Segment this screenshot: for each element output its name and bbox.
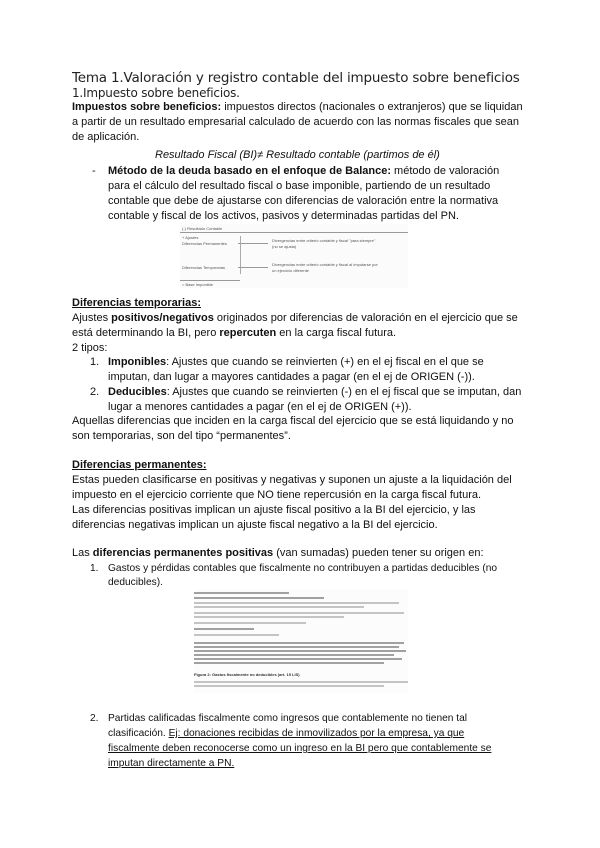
fig1-row1d: (no se ajusta) bbox=[272, 244, 297, 249]
fig1-arrow-2 bbox=[238, 267, 268, 268]
temp-l2a: está determinando la BI, pero bbox=[72, 327, 220, 339]
permanentes-line-3: Las diferencias positivas implican un ajuste fiscal positivo a la BI del ejercicio, y las bbox=[72, 504, 476, 516]
permanentes-line-2: impuesto en el ejercicio corriente que NO tiene repercusión en la carga fiscal futura. bbox=[72, 489, 482, 501]
temp-l2c: en la carga fiscal futura. bbox=[276, 327, 397, 339]
intro-line-2: a partir de un resultado empresarial calculado de acuerdo con las normas fiscales que sean bbox=[72, 116, 519, 128]
permanentes-line-1: Estas pueden clasificarse en positivas y negativas y suponen un ajuste a la liquidación del bbox=[72, 474, 512, 486]
tipo-1-text: : Ajustes que cuando se reinvierten (+) en el ej fiscal en el que se bbox=[166, 356, 484, 368]
fig2-line bbox=[194, 650, 406, 652]
perm-item-1-line-1: Gastos y pérdidas contables que fiscalmente no contribuyen a partidas deducibles (no bbox=[108, 563, 498, 574]
tipo-1-num: 1. bbox=[90, 356, 100, 368]
temp-l1c: originados por diferencias de valoración en el ejercicio que se bbox=[213, 312, 518, 324]
fig1-row2b: Divergencias entre criterio contable y fiscal al imputarse por bbox=[272, 262, 378, 267]
fig2-line bbox=[194, 646, 399, 648]
permanentes-line-4: diferencias negativas implican un ajuste fiscal negativo a la BI del ejercicio. bbox=[72, 519, 438, 531]
temporarias-line-2 bbox=[72, 326, 396, 341]
fig1-row1c: Divergencias entre criterio contable y fiscal "para siempre" bbox=[272, 238, 376, 243]
tipos-label: 2 tipos: bbox=[72, 342, 108, 354]
temp-l1b: positivos/negativos bbox=[111, 312, 214, 324]
temp-l1a: Ajustes bbox=[72, 312, 112, 324]
fig1-head: (-) Resultado Contable bbox=[182, 226, 223, 231]
fig1-arrow-1 bbox=[238, 243, 268, 244]
perm-intro-b: diferencias permanentes positivas bbox=[92, 547, 274, 559]
tipo-1-term: Imponibles bbox=[108, 356, 167, 368]
tipo-2-line-1 bbox=[108, 385, 521, 400]
perm-item-1-line-2: deducibles). bbox=[108, 577, 163, 588]
perm-item-2-l2a: clasificación. bbox=[108, 728, 169, 739]
permanentes-heading: Diferencias permanentes: bbox=[72, 459, 207, 471]
perm-intro-c: (van sumadas) pueden tener su origen en: bbox=[273, 547, 484, 559]
metodo-line-3: contable que debe de ajustarse con diferencias de valoración entre la normativa bbox=[108, 195, 499, 207]
temp-l2b: repercuten bbox=[219, 327, 277, 339]
perm-item-2-line-4: imputan directamente a PN. bbox=[108, 758, 235, 769]
tipo-2-num: 2. bbox=[90, 386, 100, 398]
fig1-row1b: Diferencias Permanentes bbox=[182, 241, 227, 246]
fig1-rule-top bbox=[180, 232, 408, 233]
fig2-line bbox=[194, 612, 404, 614]
fig1-row2c: un ejercicio diferente bbox=[272, 268, 309, 273]
perm-item-2-line-1: Partidas calificadas fiscalmente como ingresos que contablemente no tienen tal bbox=[108, 713, 468, 724]
section-subtitle: 1.Impuesto sobre beneficios. bbox=[72, 86, 240, 100]
perm-item-2-num: 2. bbox=[90, 713, 99, 724]
perm-item-2-line-2 bbox=[108, 726, 464, 741]
temporarias-tail-1: Aquellas diferencias que inciden en la carga fiscal del ejercicio que se está liquidando y no bbox=[72, 415, 514, 427]
perm-item-2-line-3: fiscalmente deben reconocerse como un ingreso en la BI pero que contablemente se bbox=[108, 743, 492, 754]
temporarias-heading: Diferencias temporarias: bbox=[72, 297, 201, 309]
formula: Resultado Fiscal (BI)≠ Resultado contable (partimos de él) bbox=[155, 149, 440, 161]
tipo-2-line-2: lugar a menores cantidades a pagar (en el ej de ORIGEN (+)). bbox=[108, 401, 412, 413]
metodo-line-1 bbox=[108, 164, 499, 179]
temporarias-line-1 bbox=[72, 311, 518, 326]
page-title: Tema 1.Valoración y registro contable del impuesto sobre beneficios bbox=[72, 70, 520, 86]
intro-line-3: de aplicación. bbox=[72, 131, 140, 143]
metodo-line-2: para el cálculo del resultado fiscal o base imponible, partiendo de un resultado bbox=[108, 180, 491, 192]
fig2-line bbox=[194, 634, 279, 636]
figure-resultado-contable bbox=[180, 224, 408, 288]
tipo-1-line-2: imputan, dan lugar a mayores cantidades a pagar (en el ej de ORIGEN (-)). bbox=[108, 371, 475, 383]
fig2-line bbox=[194, 658, 402, 660]
fig2-line bbox=[194, 597, 324, 599]
fig2-caption: Figura 2: Gastos fiscalmente no deducibles (art. 15 LIS) bbox=[194, 672, 300, 677]
intro-text-1: impuestos directos (nacionales o extranjeros) que se liquidan bbox=[221, 101, 523, 113]
fig2-line bbox=[194, 616, 344, 618]
tipo-2-term: Deducibles bbox=[108, 386, 167, 398]
metodo-term: Método de la deuda basado en el enfoque de Balance: bbox=[108, 165, 391, 177]
fig2-line bbox=[194, 628, 254, 630]
metodo-line-4: contable y fiscal de los activos, pasivos y determinadas partidas del PN. bbox=[108, 210, 459, 222]
perm-item-1-num: 1. bbox=[90, 563, 99, 574]
metodo-text-1: método de valoración bbox=[391, 165, 500, 177]
fig2-line bbox=[194, 681, 408, 683]
tipo-1-line-1 bbox=[108, 355, 484, 370]
fig2-line bbox=[194, 654, 394, 656]
perm-item-2-example: Ej: donaciones recibidas de inmovilizados por la empresa, ya que bbox=[168, 728, 465, 739]
fig2-line bbox=[194, 622, 306, 624]
fig2-line bbox=[194, 606, 364, 608]
intro-line-1 bbox=[72, 100, 523, 115]
fig1-bracket bbox=[240, 236, 241, 274]
figure-gastos-no-deducibles bbox=[194, 590, 408, 693]
permanentes-intro bbox=[72, 546, 484, 561]
fig1-row2a: Diferencias Temporarias bbox=[182, 265, 226, 270]
fig2-line bbox=[194, 592, 289, 594]
fig2-line bbox=[194, 662, 384, 664]
perm-intro-a: Las bbox=[72, 547, 93, 559]
temporarias-tail-2: son temporarias, son del tipo “permanentes”. bbox=[72, 430, 291, 442]
fig1-foot: = Base Imponible bbox=[182, 282, 214, 287]
fig1-rule-bottom bbox=[180, 280, 240, 281]
fig2-line bbox=[194, 602, 399, 604]
tipo-2-text: : Ajustes que cuando se reinvierten (-) en el ej fiscal que se imputan, dan bbox=[166, 386, 522, 398]
fig2-line bbox=[194, 642, 404, 644]
intro-term: Impuestos sobre beneficios: bbox=[72, 101, 222, 113]
fig2-line bbox=[194, 685, 384, 687]
fig1-row1a: + Ajustes bbox=[182, 235, 199, 240]
metodo-dash: - bbox=[92, 165, 96, 177]
